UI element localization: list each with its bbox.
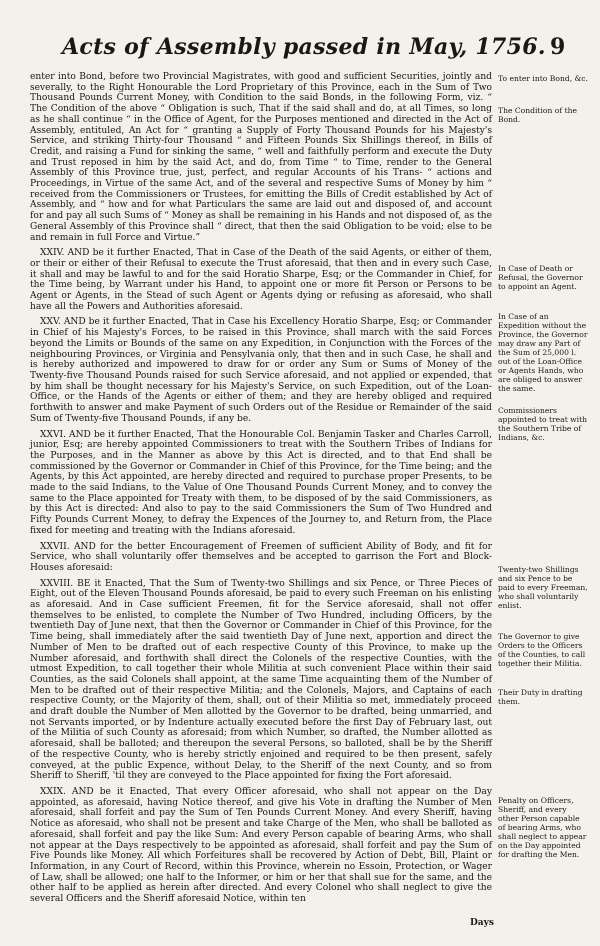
paragraph-section-25: XXV. AND be it further Enacted, That in Case his Excellency Horatio Sharpe, Esq; or Commander in Chief of his Majesty's Forces, to be raised in this Province, shall march with the said Forces beyond the Limits or Bounds of the same on any Expedition, in Conjunction with the Forces of the neighbouring Provinces, or Virginia and Pensylvania only, that then and in such Case, he shall and is hereby authorized and impowered to draw for or order any Sum or Sums of Money of the Twenty-five Thousand Pounds raised for such Service aforesaid, and not applied or expended, that by him shall be thought necessary for his Majesty's Service, on such Expedition, out of the Loan-Office, or the Hands of the Agents or either of them; and they are hereby obliged and required forthwith to answer and make Payment of such Orders out of the Residue or Remainder of the said Sum of Twenty-five Thousand Pounds, if any be. [30,317,492,424]
page-header [0,34,600,74]
margin-note-penalty: Penalty on Officers, Sheriff, and every other Person capable of bearing Arms, who shall neglect to appear on the Day appointed for drafting the Men. [498,796,587,859]
margin-note-bond: To enter into Bond, &c. [498,74,588,83]
paragraph-section-28: XXVIII. BE it Enacted, That the Sum of Twenty-two Shillings and six Pence, or Three Pieces of Eight, out of the Eleven Thousand Pounds aforesaid, be paid to every such Freeman on his enlisting as aforesaid. And in Case sufficient Freemen, fit for the Service aforesaid, shall not offer themselves to be enlisted, to complete the Number of Two Hundred, including Officers, by the twentieth Day of June next, that then the Governor or Commander in Chief of this Province, for the Time being, shall immediately after the said twentieth Day of June next, apportion and direct the Number of Men to be drafted out of each respective County of this Province, to make up the Number aforesaid, and forthwith shall direct the Colonels of the respective Counties, with the utmost Expedition, to call together their whole Militia at such convenient Place within their said Counties, as the said Colonels shall appoint, at the same Time acquainting them of the Number of Men to be drafted out of their respective Militia; and the Colonels, Majors, and Captains of each respective County, or the Majority of them, shall, out of their Militia so met, immediately proceed and draft double the Number of Men allotted by the Governor to be drafted, being unmarried, and not Servants imported, or by Indenture actually executed before the first Day of February last, out of the Militia of such County as aforesaid; from which Number, so drafted, the Number allotted as aforesaid, shall be balloted; and thereupon the several Persons, so balloted, shall be by the Sheriff of the respective County, who is hereby strictly enjoined and required to be then present, safely conveyed, at the public Expence, without Delay, to the Sheriff of the next County, and so from Sheriff to Sheriff, 'til they are conveyed to the Place appointed for fixing the Fort aforesaid. [30,578,492,782]
margin-note-expedition: In Case of an Expedition without the Province, the Governor may draw any Part of the Sum of 25,000 l. out of the Loan-Office or Agents Hands, who are obliged to answer the same. [498,312,588,393]
paragraph-section-29: XXIX. AND be it Enacted, That every Officer aforesaid, who shall not appear on the Day appointed, as aforesaid, having Notice thereof, and give his Vote in drafting the Number of Men aforesaid, shall forfeit and pay the Sum of Ten Pounds Current Money. And every Sheriff, having Notice as aforesaid, who shall not be present and take Charge of the Men, who shall be balloted as aforesaid, shall forfeit and pay the like Sum: And every Person capable of bearing Arms, who shall not appear at the Days respectively to be appointed as aforesaid, shall forfeit and pay the Sum of Five Pounds like Money. All which Forfeitures shall be recovered by Action of Debt, Bill, Plaint or Information, in any Court of Record, within this Province, wherein no Essoin, Protection, or Wager of Law, shall be allowed; one half to the Informer, or him or her that shall sue for the same, and the other half to be applied as herein after directed. And every Colonel who shall neglect to give the several Officers and the Sheriff aforesaid Notice, within ten [30,787,492,905]
margin-note-drafting-duty: Their Duty in drafting them. [498,688,583,706]
running-title: Acts of Assembly passed in May, 1756. [62,34,546,60]
margin-note-enlist-pay: Twenty-two Shillings and six Pence to be paid to every Freeman, who shall voluntarily enlist. [498,565,588,610]
paragraph-section-26: XXVI. AND be it further Enacted, That the Honourable Col. Benjamin Tasker and Charles Carroll, junior, Esq; are hereby appointed Commissioners to treat with the Southern Tribes of Indians for the Purposes, and in the Manner as above by this Act is directed, and to that End shall be commissioned by the Governor or Commander in Chief of this Province, for the Time being; and the Agents, by this Act appointed, are hereby directed and required to purchase proper Presents, to be made to the said Indians, to the Value of One Thousand Pounds Current Money, and to convey the same to the Place appointed for Treaty with them, to be disposed of by the said Commissioners, as by this Act is directed: And also to pay to the said Commissioners the Sum of Two Hundred and Fifty Pounds Current Money, to defray the Expences of the Journey to, and Return from, the Place fixed for meeting and treating with the Indians aforesaid. [30,429,492,536]
paragraph-section-27: XXVII. AND for the better Encouragement of Freemen of sufficient Ability of Body, and fit for Service, who shall voluntarily offer themselves and be accepted to garrison the Fort and Block-Houses aforesaid: [30,541,492,573]
margin-note-governor-orders: The Governor to give Orders to the Officers of the Counties, to call together their Militia. [498,632,586,668]
paragraph-bond-condition: enter into Bond, before two Provincial Magistrates, with good and sufficient Securities, jointly and severally, to the Right Honourable the Lord Proprietary of this Province, each in the Sum of Two Thousand Pounds Current Money, with Condition to the said Bonds, in the following Form, viz. “ The Condition of the above “ Obligation is such, That if the said shall and do, at all Times, so long as he shall continue “ in the Office of Agent, for the Purposes mentioned and directed in the Act of Assembly, entituled, An Act for “ granting a Supply of Forty Thousand Pounds for his Majesty's Service, and striking Thirty-four Thousand “ and Fifteen Pounds Six Shillings thereof, in Bills of Credit, and raising a Fund for sinking the same, “ well and faithfully perform and execute the Duty and Trust reposed in him by the said Act, and do, from Time “ to Time, render to the General Assembly of this Province true, just, perfect, and regular Accounts of his Trans- “ actions and Proceedings, in Virtue of the same Act, and of the several and respective Sums of Money by him “ received from the Commissioners or Trustees, for emitting the Bills of Credit established by Act of Assembly, and “ how and for what Particulars the same are laid out and disposed of, and account for and pay all such Sums of “ Money as shall be remaining in his Hands and not disposed of, as the General Assembly of this Province shall “ direct, that then the said Obligation to be void; else to be and remain in full Force and Virtue.” [30,72,492,243]
margin-note-death-refusal: In Case of Death or Refusal, the Governor to appoint an Agent. [498,264,583,291]
paragraph-section-24: XXIV. AND be it further Enacted, That in Case of the Death of the said Agents, or either of them, or their or either of their Refusal to execute the Trust aforesaid, that then and in every such Case, it shall and may be lawful to and for the said Horatio Sharpe, Esq; or the Commander in Chief, for the Time being, by Warrant under his Hand, to appoint one or more fit Person or Persons to be Agent or Agents, in the Stead of such Agent or Agents dying or refusing as aforesaid, who shall have all the Powers and Authorities aforesaid. [30,248,492,312]
catchword: Days [470,918,494,928]
margin-note-commissioners: Commissioners appointed to treat with the Southern Tribe of Indians, &c. [498,406,588,442]
body-text [30,72,492,910]
margin-note-condition: The Condition of the Bond. [498,106,578,124]
page-number: 9 [550,34,566,60]
